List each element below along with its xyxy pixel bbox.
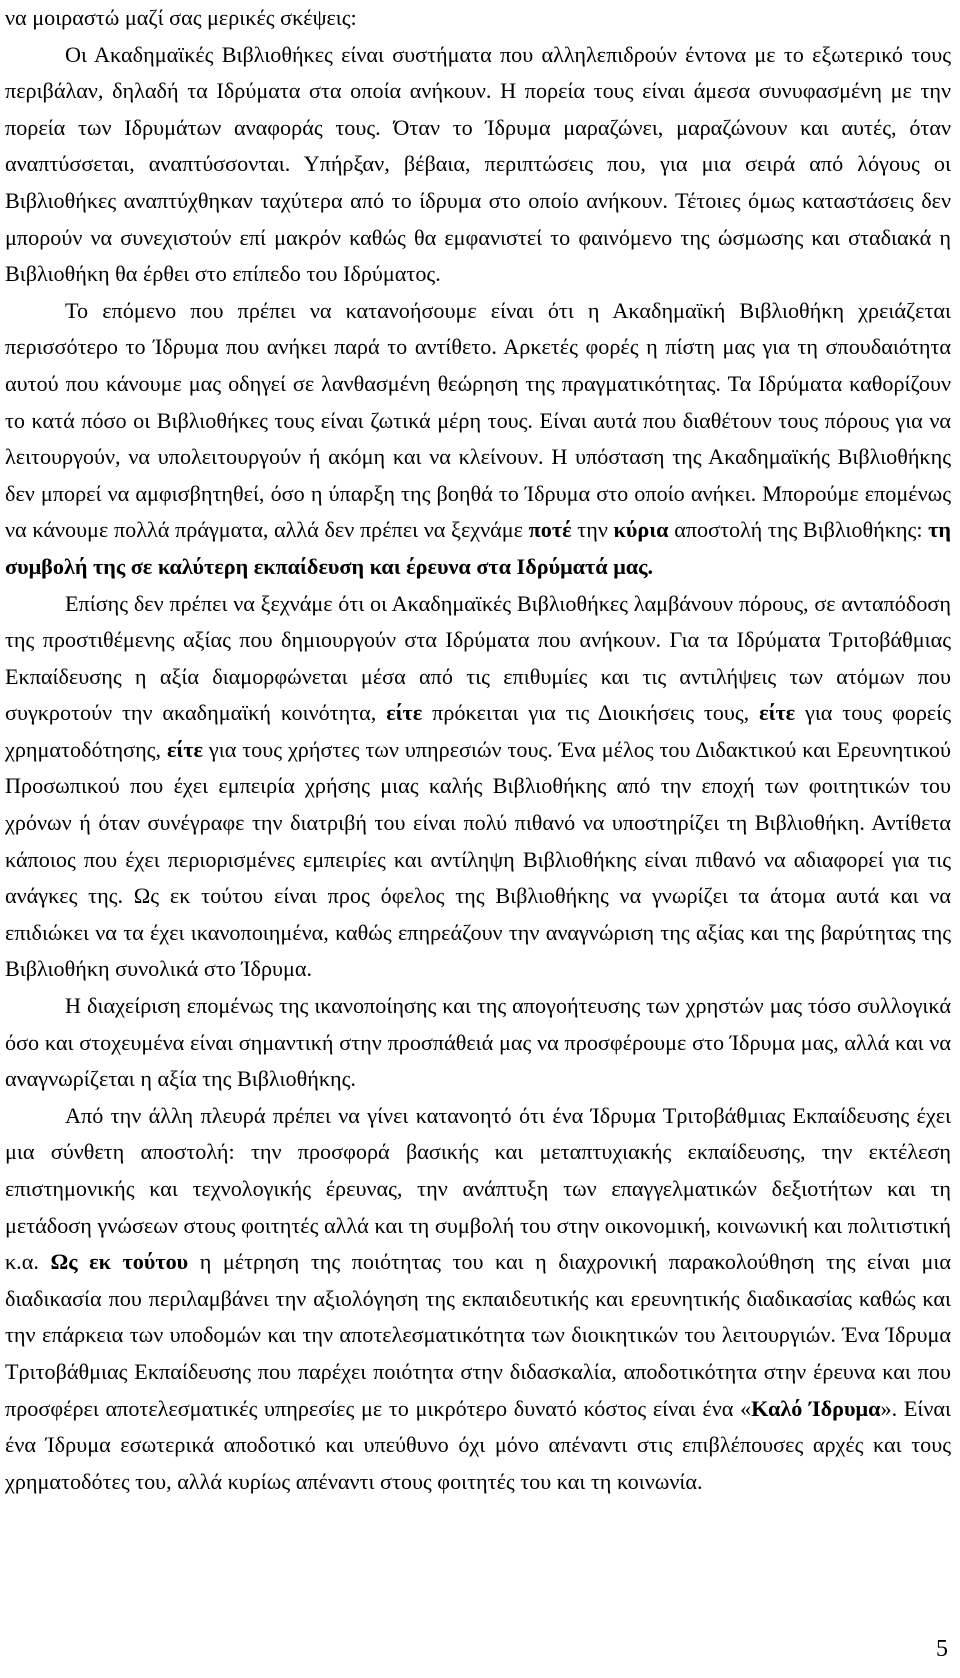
paragraph-1: Οι Ακαδημαϊκές Βιβλιοθήκες είναι συστήματα που αλληλεπιδρούν έντονα με το εξωτερικό τους περιβάλαν, δηλαδή τα Ιδρύματα στα οποία ανήκουν. Η πορεία τους είναι άμεσα συνυφασμένη με την πορεία των Ιδρυμάτων αναφοράς τους. Όταν το Ίδρυμα μαραζώνει, μαραζώνουν και αυτές, όταν αναπτύσσεται, αναπτύσσονται. Υπήρξαν, βέβαια, περιπτώσεις που, για μια σειρά από λόγους οι Βιβλιοθήκες αναπτύχθηκαν ταχύτερα από το ίδρυμα στο οποίο ανήκουν. Τέτοιες όμως καταστάσεις δεν μπορούν να συνεχιστούν επί μακρόν καθώς θα εμφανιστεί το φαινόμενο της ώσμωσης και σταδιακά η Βιβλιοθήκη θα έρθει στο επίπεδο του Ιδρύματος. [5,41,951,287]
paragraph-2-text-d: αποστολή της Βιβλιοθήκης: [668,517,929,543]
paragraph-5-bold-kalo-idryma: Καλό Ίδρυμα [751,1395,881,1421]
paragraph-3-text-a: Επίσης δεν πρέπει να ξεχνάμε ότι οι Ακαδημαϊκές Βιβλιοθήκες λαμβάνουν πόρους, σε ανταπόδοση της προστιθέμενης αξίας που δημιουργούν στα Ιδρύματα που ανήκουν. Για τα Ιδρύματα Τριτοβάθμιας Εκπαίδευσης η αξία διαμορφώνεται μέσα από τις επιθυμίες και τις αντιλήψεις των ατόμων που συγκροτούν την ακαδημαϊκή κοινότητα, [5,590,951,726]
paragraph-5-text-c: η μέτρηση της ποιότητας του και η διαχρονική παρακολούθηση της είναι μια διαδικασία που περιλαμβάνει την αξιολόγηση της εκπαιδευτικής και ερευνητικής διαδικασίας καθώς και την επάρκεια των υποδομών και την αποτελεσματικότητα των διοικητικών του λειτουργιών. Ένα Ίδρυμα Τριτοβάθμιας Εκπαίδευσης που παρέχει ποιότητα στην διδασκαλία, αποδοτικότητα στην έρευνα και που προσφέρει αποτελεσματικές υπηρεσίες με το μικρότερο δυνατό κόστος είναι ένα « [5,1249,952,1421]
intro-line: να μοιραστώ μαζί σας μερικές σκέψεις: [5,5,357,30]
paragraph-3-bold-eite-1: είτε [386,700,423,726]
paragraph-5-text-d: ». Είναι ένα Ίδρυμα εσωτερικά αποδοτικό και υπεύθυνο όχι μόνο απέναντι στις επιβλέπουσες αρχές και τους χρηματοδότες του, αλλά κυρίως απέναντι στους φοιτητές του και τη κοινωνία. [5,1395,951,1494]
paragraph-5-bold-os-ek-toutou: Ως εκ τούτου [50,1249,189,1275]
page-number: 5 [936,1636,948,1662]
paragraph-2-bold-mission: τη συμβολή της σε καλύτερη εκπαίδευση και έρευνα στα Ιδρύματά μας. [5,517,951,579]
paragraph-3-text-e: για τους χρήστες των υπηρεσιών τους. Ένα μέλος του Διδακτικού και Ερευνητικού Προσωπικού που έχει εμπειρία χρήσης μιας καλής Βιβλιοθήκης από την εποχή των φοιτητικών του χρόνων ή όταν συνέγραφε την διατριβή του είναι πολύ πιθανό να υποστηρίζει τη Βιβλιοθήκη. Αντίθετα κάποιος που έχει περιορισμένες εμπειρίες και αντίληψη Βιβλιοθήκης είναι πιθανό να αδιαφορεί για τις ανάγκες της. Ως εκ τούτου είναι προς όφελος της Βιβλιοθήκης να γνωρίζει τα άτομα αυτά και να επιδιώκει να τα έχει ικανοποιημένα, καθώς επηρεάζουν την αναγνώριση της αξίας και της βαρύτητας της Βιβλιοθήκη συνολικά στο Ίδρυμα. [5,736,951,982]
paragraph-2 [5,293,951,586]
paragraph-3-text-d: για τους φορείς χρηματοδότησης, [5,700,951,762]
document-page [5,0,951,1500]
paragraph-4: Η διαχείριση επομένως της ικανοποίησης και της απογοήτευσης των χρηστών μας τόσο συλλογικά όσο και στοχευμένα είναι σημαντική στην προσπάθειά μας να προσφέρουμε στο Ίδρυμα μας, αλλά και να αναγνωρίζεται η αξία της Βιβλιοθήκης. [5,993,951,1092]
paragraph-3-bold-eite-2: είτε [759,700,796,726]
paragraph-3 [5,586,951,989]
paragraph-2-text-c: την [571,517,614,543]
paragraph-3-bold-eite-3: είτε [166,736,204,762]
paragraph-3-text-c: πρόκειται για τις Διοικήσεις τους, [422,700,760,726]
paragraph-5-text-a: Από την άλλη πλευρά πρέπει να γίνει κατανοητό ότι ένα Ίδρυμα Τριτοβάθμιας Εκπαίδευσης έχει μια σύνθετη αποστολή: την προσφορά βασικής και μεταπτυχιακής εκπαίδευσης, την εκτέλεση επιστημονικής και τεχνολογικής έρευνας, την ανάπτυξη των επαγγελματικών δεξιοτήτων και τη μετάδοση γνώσεων στους φοιτητές αλλά και τη συμβολή του στην οικονομική, κοινωνική και πολιτιστική κ.α. [5,1102,951,1275]
paragraph-2-bold-kyria: κύρια [613,517,669,543]
paragraph-2-text-a: Το επόμενο που πρέπει να κατανοήσουμε είναι ότι η Ακαδημαϊκή Βιβλιοθήκη χρειάζεται περισσότερο το Ίδρυμα που ανήκει παρά το αντίθετο. Αρκετές φορές η πίστη μας για τη σπουδαιότητα αυτού που κάνουμε μας οδηγεί σε λανθασμένη θεώρηση της πραγματικότητας. Τα Ιδρύματα καθορίζουν το κατά πόσο οι Βιβλιοθήκες τους είναι ζωτικά μέρη τους. Είναι αυτά που διαθέτουν τους πόρους για να λειτουργούν, να υπολειτουργούν ή ακόμη και να κλείνουν. Η υπόσταση της Ακαδημαϊκής Βιβλιοθήκης δεν μπορεί να αμφισβητηθεί, όσο η ύπαρξη της βοηθά το Ίδρυμα στο οποίο ανήκει. Μπορούμε επομένως να κάνουμε πολλά πράγματα, αλλά δεν πρέπει να ξεχνάμε [5,297,951,543]
paragraph-2-bold-pote: ποτέ [528,517,572,543]
paragraph-5 [5,1098,951,1501]
